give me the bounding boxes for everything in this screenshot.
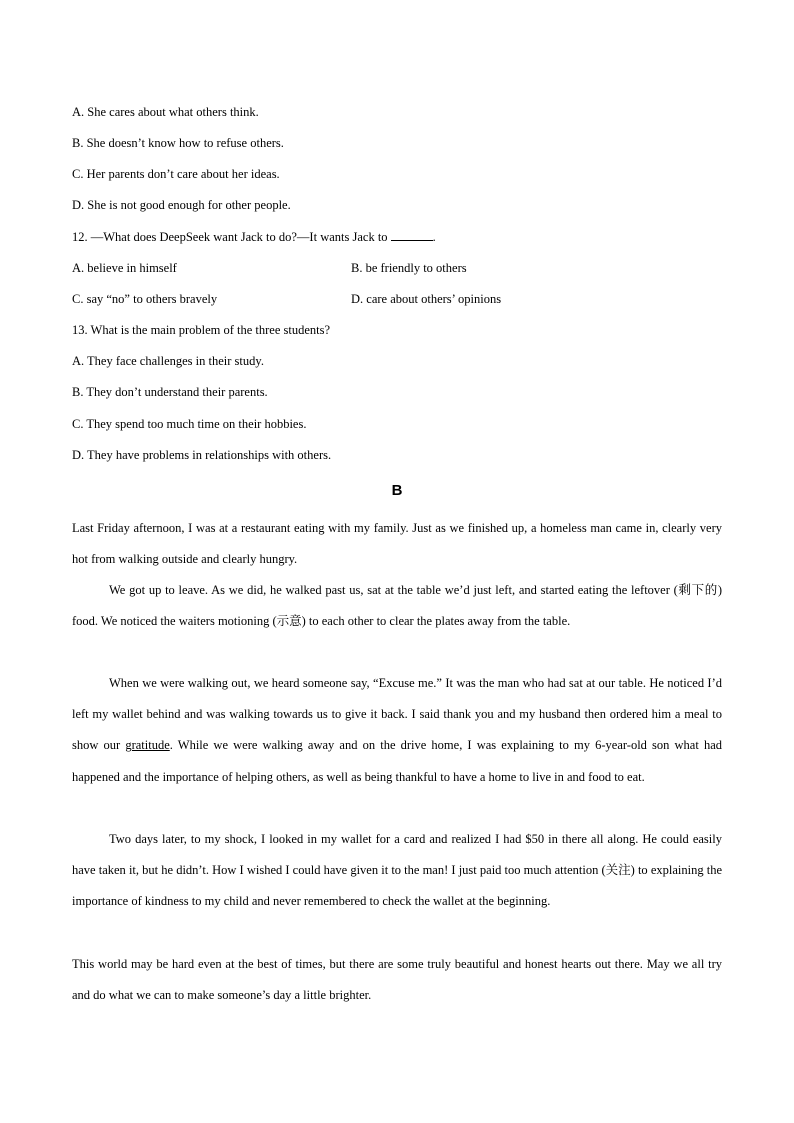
passage-paragraph-3 xyxy=(72,668,722,793)
paragraph-3-text-before: When we were walking out, we heard someone say, “Excuse me.” It was the man who had sat at our table. He noticed I’d left my wallet behind and was walking towards us to give it back. I said thank you and my husband then ordered him a meal to show our xyxy=(72,676,722,753)
section-heading: B xyxy=(391,482,403,499)
q12-stem-text: 12. —What does DeepSeek want Jack to do?—It wants Jack to xyxy=(72,230,388,244)
passage-paragraph-5 xyxy=(72,949,722,1011)
paragraph-5-text: This world may be hard even at the best of times, but there are some truly beautiful and honest hearts out there. May we all try and do what we can to make someone’s day a little brighter. xyxy=(72,957,722,1003)
paragraph-4-text: Two days later, to my shock, I looked in my wallet for a card and realized I had $50 in there all along. He could easily have taken it, but he didn’t. How I wished I could have given it to the man! I just paid too much attention (关注) to explaining the importance of kindness to my child and never remembered to check the wallet at the beginning. xyxy=(72,832,722,909)
underlined-word: gratitude xyxy=(125,738,170,753)
q13-option-a: A. They face challenges in their study. xyxy=(72,354,264,368)
q11-option-b: B. She doesn’t know how to refuse others. xyxy=(72,136,284,150)
q13-option-c: C. They spend too much time on their hobbies. xyxy=(72,417,307,431)
q12-stem-end: . xyxy=(432,230,436,244)
q11-option-c: C. Her parents don’t care about her ideas. xyxy=(72,167,280,181)
q13-stem: 13. What is the main problem of the three students? xyxy=(72,323,331,337)
q12-option-a: A. believe in himself xyxy=(72,261,177,275)
paragraph-3-text-after: . While we were walking away and on the drive home, I was explaining to my 6-year-old son what had happened and the importance of helping others, as well as being thankful to have a home to live in and food to eat. xyxy=(72,738,722,784)
q13-option-b: B. They don’t understand their parents. xyxy=(72,385,268,399)
paragraph-1-text: Last Friday afternoon, I was at a restaurant eating with my family. Just as we finished up, a homeless man came in, clearly very hot from walking outside and clearly hungry. xyxy=(72,521,722,567)
q12-option-c: C. say “no” to others bravely xyxy=(72,292,218,306)
q12-stem xyxy=(72,229,436,245)
answer-blank xyxy=(391,229,433,241)
q11-option-d: D. She is not good enough for other people. xyxy=(72,198,291,212)
q11-option-a: A. She cares about what others think. xyxy=(72,105,259,119)
passage-paragraph-4 xyxy=(72,824,722,918)
passage-paragraph-2 xyxy=(72,575,722,637)
paragraph-2-text: We got up to leave. As we did, he walked past us, sat at the table we’d just left, and started eating the leftover (剩下的) food. We noticed the waiters motioning (示意) to each other to clear the plates away from the table. xyxy=(72,583,722,629)
q13-option-d: D. They have problems in relationships with others. xyxy=(72,448,332,462)
q12-option-d: D. care about others’ opinions xyxy=(351,292,502,306)
q12-option-b: B. be friendly to others xyxy=(351,261,467,275)
passage-paragraph-1 xyxy=(72,513,722,575)
